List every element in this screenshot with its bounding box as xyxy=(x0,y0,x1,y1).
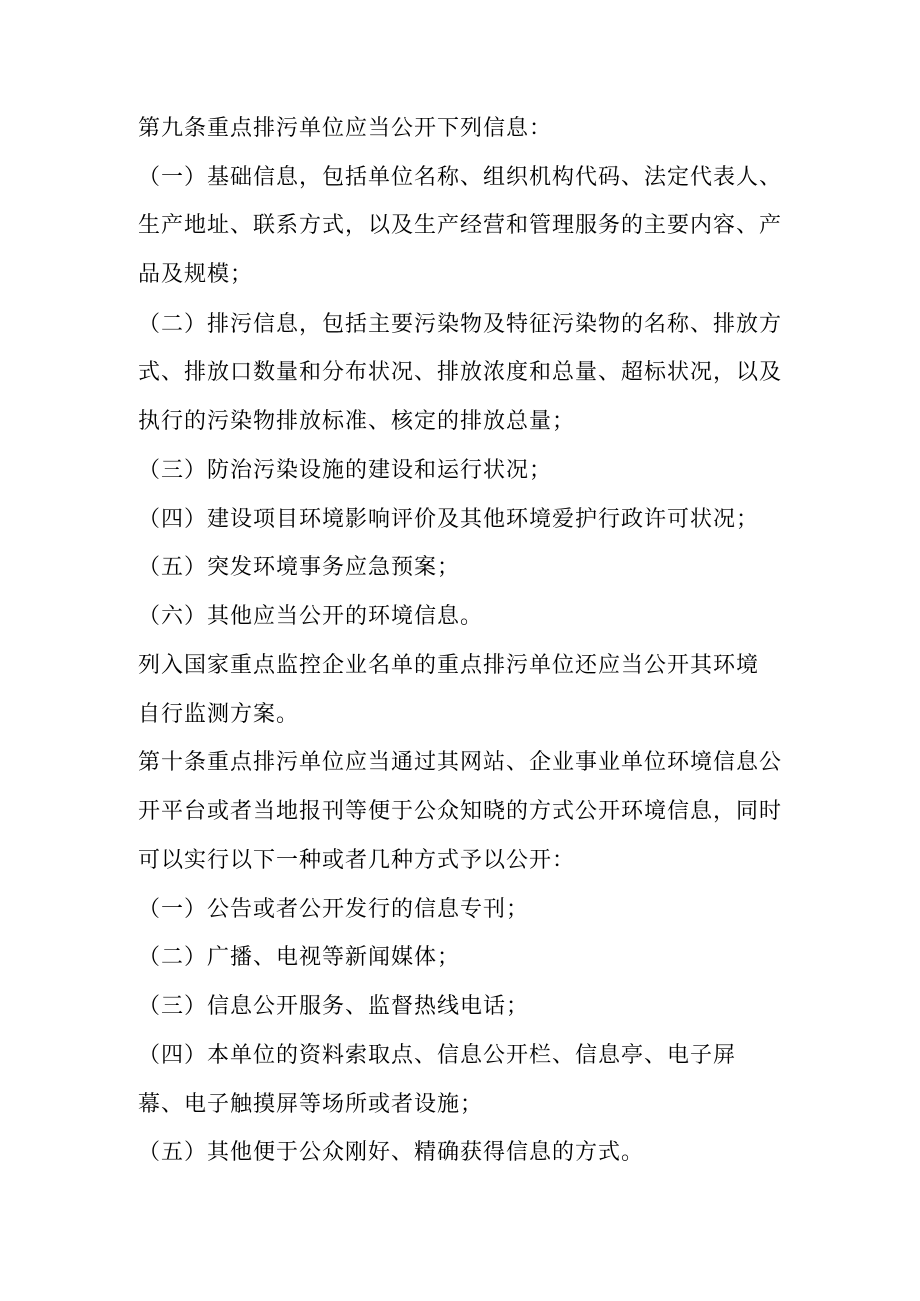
text-line: 列入国家重点监控企业名单的重点排污单位还应当公开其环境 xyxy=(138,653,760,678)
text-line: （五）突发环境事务应急预案； xyxy=(138,555,461,580)
text-line: （三）信息公开服务、监督热线电话； xyxy=(138,994,530,1019)
text-line: （一）基础信息，包括单位名称、组织机构代码、法定代表人、 xyxy=(138,165,783,190)
text-line: 执行的污染物排放标准、核定的排放总量； xyxy=(138,409,576,434)
text-line: （二）排污信息，包括主要污染物及特征污染物的名称、排放方 xyxy=(138,312,783,337)
text-line: （四）本单位的资料索取点、信息公开栏、信息亭、电子屏 xyxy=(138,1043,737,1068)
text-line: 可以实行以下一种或者几种方式予以公开： xyxy=(138,848,576,873)
text-line: 式、排放口数量和分布状况、排放浓度和总量、超标状况，以及 xyxy=(138,360,783,385)
text-line: 开平台或者当地报刊等便于公众知晓的方式公开环境信息，同时 xyxy=(138,799,783,824)
text-line: （一）公告或者公开发行的信息专刊； xyxy=(138,897,530,922)
text-line: （六）其他应当公开的环境信息。 xyxy=(138,604,484,629)
text-line: （二）广播、电视等新闻媒体； xyxy=(138,945,461,970)
text-line: 幕、电子触摸屏等场所或者设施； xyxy=(138,1092,484,1117)
text-line: 自行监测方案。 xyxy=(138,702,300,727)
text-line: （三）防治污染设施的建设和运行状况； xyxy=(138,458,553,483)
text-line: （五）其他便于公众刚好、精确获得信息的方式。 xyxy=(138,1140,645,1165)
text-line: 第九条重点排污单位应当公开下列信息： xyxy=(138,116,553,141)
text-line: 生产地址、联系方式，以及生产经营和管理服务的主要内容、产 xyxy=(138,213,783,238)
text-line: （四）建设项目环境影响评价及其他环境爱护行政许可状况； xyxy=(138,507,760,532)
text-line: 品及规模； xyxy=(138,262,254,287)
text-line: 第十条重点排污单位应当通过其网站、企业事业单位环境信息公 xyxy=(138,750,783,775)
